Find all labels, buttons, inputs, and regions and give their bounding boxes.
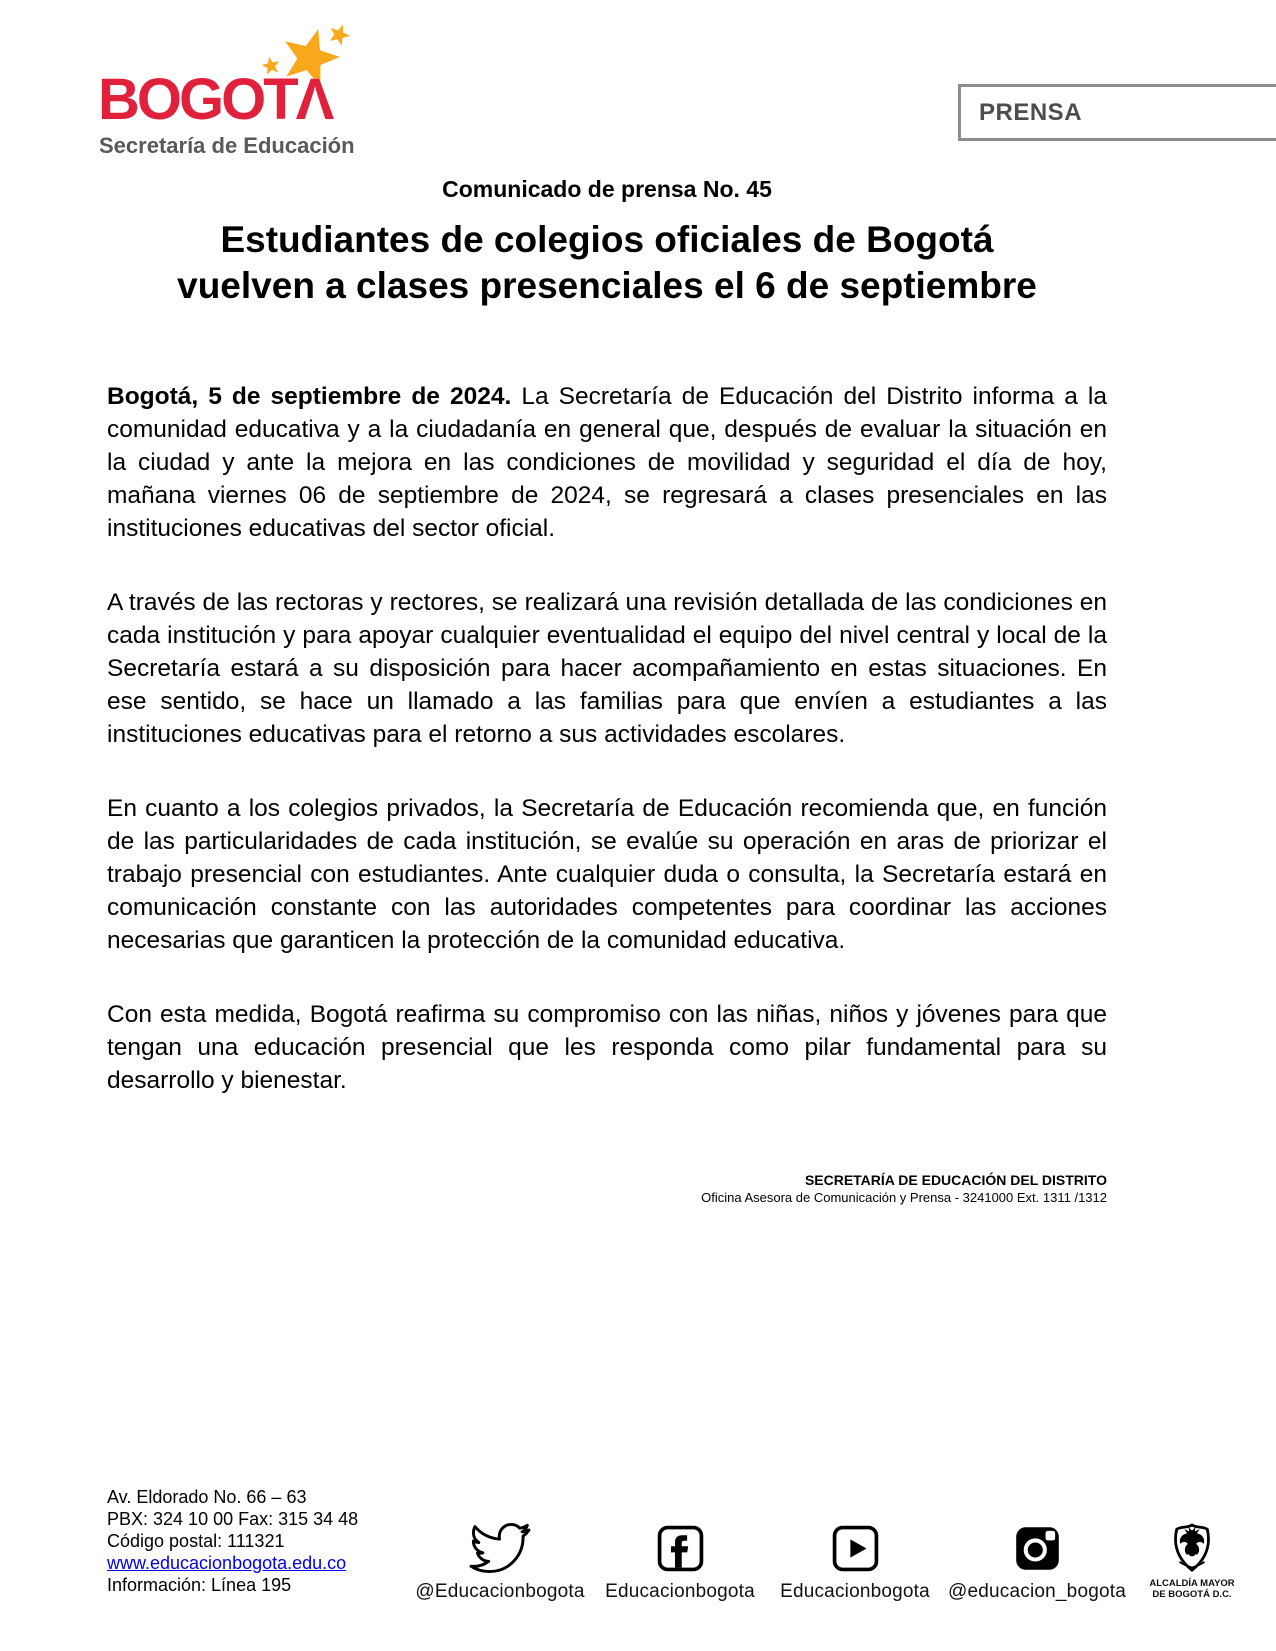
document-content xyxy=(107,176,1107,1138)
alcaldia-text-line2: DE BOGOTÁ D.C. xyxy=(1152,1589,1232,1600)
body-paragraph xyxy=(107,998,1107,1097)
social-item-youtube xyxy=(765,1522,945,1603)
document-title-line2: vuelven a clases presenciales el 6 de septiembre xyxy=(177,265,1037,306)
social-item-facebook xyxy=(590,1522,770,1603)
body-paragraph xyxy=(107,792,1107,957)
signature-entity: SECRETARÍA DE EDUCACIÓN DEL DISTRITO xyxy=(804,1172,1107,1188)
paragraph-text: La Secretaría de Educación del Distrito informa a la comunidad educativa y a la ciudadanía en general que, después de evaluar la situación en la ciudad y ante la mejora en las condiciones de movilidad y seguridad el día de hoy, mañana viernes 06 de septiembre de 2024, se regresará a clases presenciales en las instituciones educativas del sector oficial. xyxy=(107,383,1107,542)
info-line: Información: Línea 195 xyxy=(107,1575,292,1595)
body-paragraph xyxy=(107,586,1107,751)
document-body xyxy=(107,380,1107,1097)
social-handle: @Educacionbogota xyxy=(415,1581,585,1602)
social-item-twitter xyxy=(410,1522,590,1603)
social-handle: Educacionbogota xyxy=(780,1581,930,1602)
document-title xyxy=(22,217,1192,309)
paragraph-text: A través de las rectoras y rectores, se realizará una revisión detallada de las condiciones en cada institución y para apoyar cualquier eventualidad el equipo del nivel central y local de la Secretaría estará a su disposición para hacer acompañamiento en estas situaciones. En ese sentido, se hace un llamado a las familias para que envíen a estudiantes a las instituciones educativas para el retorno a sus actividades escolares. xyxy=(107,589,1107,748)
social-handle: Educacionbogota xyxy=(605,1581,755,1602)
social-handle: @educacion_bogota xyxy=(948,1581,1126,1602)
document-title-line1: Estudiantes de colegios oficiales de Bogotá xyxy=(220,219,994,260)
address-line: Av. Eldorado No. 66 – 63 xyxy=(107,1487,307,1507)
body-paragraph xyxy=(107,380,1107,545)
logo-wordmark-a: Λ xyxy=(295,67,335,132)
twitter-icon xyxy=(410,1522,590,1574)
alcaldia-shield-icon xyxy=(1146,1522,1238,1574)
social-item-instagram xyxy=(947,1522,1127,1603)
signature-block xyxy=(701,1172,1107,1205)
address-line: Código postal: 111321 xyxy=(107,1531,285,1551)
address-block xyxy=(107,1486,358,1596)
address-line: PBX: 324 10 00 Fax: 315 34 48 xyxy=(107,1509,359,1529)
alcaldia-text-line1: ALCALDÍA MAYOR xyxy=(1149,1578,1235,1589)
logo-wordmark-text: BOGOT xyxy=(98,67,296,132)
paragraph-text: En cuanto a los colegios privados, la Secretaría de Educación recomienda que, en función de las particularidades de cada institución, se evalúe su operación en aras de priorizar el trabajo presencial con estudiantes. Ante cualquier duda o consulta, la Secretaría estará en comunicación constante con las autoridades competentes para coordinar las acciones necesarias que garanticen la protección de la comunidad educativa. xyxy=(107,795,1107,954)
signature-office: Oficina Asesora de Comunicación y Prensa - 3241000 Ext. 1311 /1312 xyxy=(701,1190,1107,1205)
facebook-icon xyxy=(590,1522,770,1574)
bogota-logo xyxy=(96,25,426,165)
press-kicker: Comunicado de prensa No. 45 xyxy=(442,176,772,202)
prensa-label: PRENSA xyxy=(979,98,1083,126)
prensa-box xyxy=(958,84,1276,141)
instagram-icon xyxy=(947,1522,1127,1574)
alcaldia-seal xyxy=(1146,1522,1238,1600)
paragraph-lead: Bogotá, 5 de septiembre de 2024. xyxy=(107,383,512,410)
website-link[interactable]: www.educacionbogota.edu.co xyxy=(107,1553,347,1573)
youtube-icon xyxy=(765,1522,945,1574)
logo-wordmark xyxy=(98,67,335,132)
logo-subtitle: Secretaría de Educación xyxy=(99,133,355,158)
paragraph-text: Con esta medida, Bogotá reafirma su compromiso con las niñas, niños y jóvenes para que tengan una educación presencial que les responda como pilar fundamental para su desarrollo y bienestar. xyxy=(107,1001,1107,1094)
